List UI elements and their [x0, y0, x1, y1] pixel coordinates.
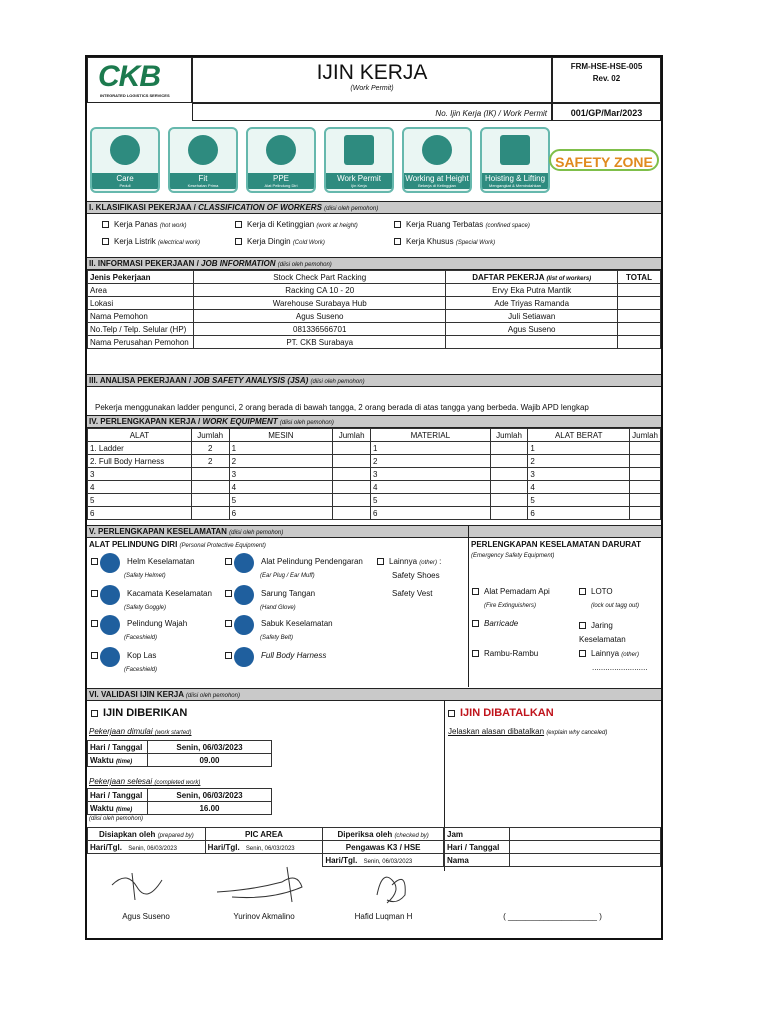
- signer-1: Agus Suseno: [122, 912, 170, 921]
- belt-icon: [234, 615, 254, 635]
- equipment-cell[interactable]: 3: [229, 468, 333, 481]
- start-time[interactable]: 09.00: [148, 754, 272, 767]
- value-job-type[interactable]: Stock Check Part Racking: [193, 271, 445, 284]
- filled-note: (diisi oleh pemohon): [89, 816, 144, 822]
- ear-en: (Ear Plug / Ear Muff): [260, 573, 315, 579]
- sig-date-label-3: Hari/Tgl.: [325, 855, 358, 865]
- helmet-icon: [100, 553, 120, 573]
- nama-label: Nama: [445, 854, 510, 867]
- check-other-ppe[interactable]: Lainnya (other) :: [377, 557, 441, 566]
- signature-header: Disiapkan oleh (prepared by) PIC AREA Diperiksa oleh (checked by) Hari/Tgl. Senin, 06/03/2023 Hari/Tgl. Senin, 06/03/2023 Pengawas K3 / HSE Hari/Tgl. Senin, 06/03/2023: [87, 827, 444, 867]
- equipment-row: [88, 494, 661, 507]
- check-barricade[interactable]: Barricade: [472, 619, 518, 628]
- col-jumlah-1: Jumlah: [191, 429, 229, 442]
- col-jumlah-2: Jumlah: [333, 429, 371, 442]
- check-confined-space[interactable]: Kerja Ruang Terbatas (confined space): [394, 220, 530, 229]
- signature-2: [212, 862, 312, 907]
- start-day-label: Hari / Tanggal: [88, 741, 148, 754]
- check-safety-net[interactable]: Jaring Keselamatan: [579, 621, 626, 644]
- work-permit-form: [85, 55, 663, 940]
- cancel-signature-table: [444, 827, 661, 867]
- check-ear-protection[interactable]: Alat Pelindung Pendengaran: [225, 557, 363, 566]
- hari-tanggal-label: Hari / Tanggal: [445, 841, 510, 854]
- permit-cancelled[interactable]: IJIN DIBATALKAN: [448, 707, 554, 719]
- cancel-signer-blank: ( ____________________ ): [503, 912, 602, 921]
- check-gloves[interactable]: Sarung Tangan: [225, 589, 315, 598]
- equipment-cell[interactable]: 4: [229, 481, 333, 494]
- equipment-row: [88, 455, 661, 468]
- equipment-cell[interactable]: [630, 481, 661, 494]
- permit-number: 001/GP/Mar/2023: [570, 108, 643, 118]
- hoisting-lifting-icon: Hoisting & Lifting Mengangkat & Memindahkan: [480, 127, 550, 193]
- equipment-cell[interactable]: 2: [229, 455, 333, 468]
- faceshield-en: (Faceshield): [124, 635, 158, 641]
- belt-en: (Safety Belt): [260, 635, 294, 641]
- equipment-cell[interactable]: 2: [191, 442, 229, 455]
- label-company: Nama Perusahan Pemohon: [88, 336, 194, 349]
- goggle-en: (Safety Goggle): [124, 605, 167, 611]
- sig-date-label-1: Hari/Tgl.: [90, 842, 123, 852]
- value-company[interactable]: PT. CKB Surabaya: [193, 336, 445, 349]
- section-4-header: IV. PERLENGKAPAN KERJA / WORK EQUIPMENT (diisi oleh pemohon): [87, 415, 661, 428]
- fit-icon: Fit Kesehatan Prima: [168, 127, 238, 193]
- end-date[interactable]: Senin, 06/03/2023: [148, 789, 272, 802]
- fire-en: (Fire Extinguishers): [484, 603, 537, 609]
- equipment-cell[interactable]: [191, 468, 229, 481]
- checked-by: Diperiksa oleh: [337, 829, 393, 839]
- signer-3: Hafid Luqman H: [354, 912, 413, 921]
- k3-supervisor: Pengawas K3 / HSE: [323, 841, 444, 854]
- equipment-cell[interactable]: [333, 468, 371, 481]
- equipment-cell[interactable]: [490, 442, 528, 455]
- col-jumlah-3: Jumlah: [490, 429, 528, 442]
- cancel-reason-label: Jelaskan alasan dibatalkan (explain why canceled): [448, 727, 608, 736]
- sig-date-1: Senin, 06/03/2023: [128, 845, 177, 852]
- equipment-row: [88, 442, 661, 455]
- check-fire-extinguisher[interactable]: Alat Pemadam Api: [472, 587, 550, 596]
- col-alat-berat: ALAT BERAT: [528, 429, 630, 442]
- workers-header: DAFTAR PEKERJA: [472, 272, 545, 282]
- section-5-header: V. PERLENGKAPAN KESELAMATAN (diisi oleh pemohon): [87, 525, 661, 538]
- equipment-cell[interactable]: 2: [191, 455, 229, 468]
- doc-code: FRM-HSE-HSE-005: [570, 62, 643, 71]
- equipment-cell[interactable]: 6: [528, 507, 630, 520]
- equipment-cell[interactable]: 1: [371, 442, 491, 455]
- equipment-cell[interactable]: 6: [88, 507, 192, 520]
- equipment-cell[interactable]: 4: [528, 481, 630, 494]
- equipment-cell[interactable]: 2. Full Body Harness: [88, 455, 192, 468]
- other-ppe-1[interactable]: Safety Shoes: [392, 571, 440, 580]
- harness-icon: [234, 647, 254, 667]
- jsa-text[interactable]: Pekerja menggunakan ladder pengunci, 2 orang berada di bawah tangga, 2 orang berada di atas tangga yang berbeda. Wajib APD lengkap: [95, 403, 589, 412]
- other-ppe-2[interactable]: Safety Vest: [392, 589, 433, 598]
- worker-5[interactable]: [446, 336, 618, 349]
- check-helmet[interactable]: Helm Keselamatan: [91, 557, 195, 566]
- equipment-cell[interactable]: [490, 468, 528, 481]
- label-area: Area: [88, 284, 194, 297]
- signer-2: Yurinov Akmalino: [233, 912, 295, 921]
- equipment-cell[interactable]: 4: [88, 481, 192, 494]
- value-area[interactable]: Racking CA 10 - 20: [193, 284, 445, 297]
- faceshield-icon: [100, 615, 120, 635]
- jam-label: Jam: [445, 828, 510, 841]
- section-1-header: I. KLASIFIKASI PEKERJAA / CLASSIFICATION OF WORKERS (diisi oleh pemohon): [87, 201, 661, 214]
- equipment-cell[interactable]: 5: [371, 494, 491, 507]
- job-info-table: Jenis Pekerjaan Stock Check Part Racking DAFTAR PEKERJA (list of workers) TOTAL Area Racking CA 10 - 20 Ervy Eka Putra Mantik Lokasi Warehouse Surabaya Hub Ade Triyas Ramanda Nama Pemohon Agus Suseno Juli Setiawan No.Telp / Telp. Selular (HP) 081336566701 Agus Suseno Nama Perusahan Pemohon PT. CKB Surabaya: [87, 270, 661, 349]
- end-table: Hari / Tanggal Senin, 06/03/2023 Waktu (time) 16.00: [87, 788, 272, 815]
- equipment-cell[interactable]: 1: [229, 442, 333, 455]
- equipment-table: [87, 428, 661, 520]
- check-other-emergency[interactable]: Lainnya (other): [579, 649, 639, 658]
- working-at-height-icon: Working at Height Bekerja di Ketinggian: [402, 127, 472, 193]
- start-label: Pekerjaan dimulai (work started): [89, 727, 192, 736]
- section-3-header: III. ANALISA PEKERJAAN / JOB SAFETY ANALYSIS (JSA) (diisi oleh pemohon): [87, 374, 661, 387]
- equipment-cell[interactable]: 4: [371, 481, 491, 494]
- check-faceshield[interactable]: Pelindung Wajah: [91, 619, 187, 628]
- divider: [468, 525, 469, 687]
- check-cold-work[interactable]: Kerja Dingin (Cold Work): [235, 237, 325, 246]
- glove-icon: [234, 585, 254, 605]
- equipment-cell[interactable]: [490, 494, 528, 507]
- label-job-type: Jenis Pekerjaan: [88, 271, 194, 284]
- logo-tagline: INTEGRATED LOGISTICS SERVICES: [100, 93, 170, 98]
- check-loto[interactable]: LOTO: [579, 587, 613, 596]
- safety-zone-badge: SAFETY ZONE: [549, 149, 659, 171]
- other-emergency-line: .........................: [592, 663, 648, 672]
- equipment-cell[interactable]: [490, 507, 528, 520]
- section-2-header: II. INFORMASI PEKERJAAN / JOB INFORMATION (diisi oleh pemohon): [87, 257, 661, 270]
- equipment-cell[interactable]: [630, 494, 661, 507]
- worker-2[interactable]: Ade Triyas Ramanda: [446, 297, 618, 310]
- value-applicant[interactable]: Agus Suseno: [193, 310, 445, 323]
- equipment-cell[interactable]: [333, 481, 371, 494]
- check-welding-mask[interactable]: Kop Las: [91, 651, 156, 660]
- col-material: MATERIAL: [371, 429, 491, 442]
- equipment-cell[interactable]: 3: [528, 468, 630, 481]
- signature-1: [107, 865, 177, 905]
- company-logo: CKB: [98, 60, 160, 93]
- start-time-label: Waktu: [90, 755, 114, 765]
- check-work-at-height[interactable]: Kerja di Ketinggian (work at height): [235, 220, 358, 229]
- equipment-cell[interactable]: 2: [371, 455, 491, 468]
- equipment-cell[interactable]: 5: [229, 494, 333, 507]
- col-alat: ALAT: [88, 429, 192, 442]
- form-title: IJIN KERJA: [316, 61, 428, 84]
- equipment-cell[interactable]: [630, 455, 661, 468]
- signature-3: [367, 865, 417, 910]
- check-electrical-work[interactable]: Kerja Listrik (electrical work): [102, 237, 200, 246]
- value-location[interactable]: Warehouse Surabaya Hub: [193, 297, 445, 310]
- helmet-en: (Safety Helmet): [124, 573, 166, 579]
- equipment-cell[interactable]: 1. Ladder: [88, 442, 192, 455]
- check-signage[interactable]: Rambu-Rambu: [472, 649, 538, 658]
- equipment-cell[interactable]: [333, 507, 371, 520]
- goggle-icon: [100, 585, 120, 605]
- equipment-cell[interactable]: 5: [88, 494, 192, 507]
- equipment-cell[interactable]: [630, 468, 661, 481]
- emergency-heading: PERLENGKAPAN KESELAMATAN DARURAT: [471, 540, 642, 549]
- title-cell: [192, 57, 552, 103]
- equipment-cell[interactable]: [630, 442, 661, 455]
- welding-en: (Faceshield): [124, 667, 158, 673]
- equipment-cell[interactable]: [333, 494, 371, 507]
- worker-3[interactable]: Juli Setiawan: [446, 310, 618, 323]
- permit-number-cell: [552, 103, 661, 121]
- end-day-label: Hari / Tanggal: [88, 789, 148, 802]
- end-label: Pekerjaan selesai (completed work): [89, 777, 201, 786]
- emergency-note: (Emergency Safety Equipment): [471, 553, 555, 559]
- equipment-cell[interactable]: 6: [371, 507, 491, 520]
- loto-en: (lock out tagg out): [591, 603, 640, 609]
- check-hot-work[interactable]: Kerja Panas (hot work): [102, 220, 187, 229]
- label-applicant: Nama Pemohon: [88, 310, 194, 323]
- equipment-cell[interactable]: 6: [229, 507, 333, 520]
- end-time-label: Waktu: [90, 803, 114, 813]
- prepared-by: Disiapkan oleh: [98, 829, 156, 839]
- form-subtitle: (Work Permit): [350, 85, 394, 92]
- check-full-body-harness[interactable]: Full Body Harness: [225, 651, 326, 660]
- worker-4[interactable]: Agus Suseno: [446, 323, 618, 336]
- sig-date-label-2: Hari/Tgl.: [207, 842, 240, 852]
- equipment-row: [88, 468, 661, 481]
- equipment-cell[interactable]: [191, 494, 229, 507]
- ear-muff-icon: [234, 553, 254, 573]
- permit-label-cell: [192, 103, 552, 121]
- start-date[interactable]: Senin, 06/03/2023: [148, 741, 272, 754]
- pic-area: PIC AREA: [205, 828, 323, 841]
- section-6-header: VI. VALIDASI IJIN KERJA (diisi oleh pemohon): [87, 688, 661, 701]
- equipment-cell[interactable]: 1: [528, 442, 630, 455]
- welding-mask-icon: [100, 647, 120, 667]
- total-header: TOTAL: [618, 271, 661, 284]
- label-location: Lokasi: [88, 297, 194, 310]
- label-phone: No.Telp / Telp. Selular (HP): [88, 323, 194, 336]
- check-goggles[interactable]: Kacamata Keselamatan: [91, 589, 212, 598]
- work-permit-icon: Work Permit Ijin Kerja: [324, 127, 394, 193]
- equipment-cell[interactable]: [191, 481, 229, 494]
- equipment-cell[interactable]: 3: [88, 468, 192, 481]
- equipment-cell[interactable]: [630, 507, 661, 520]
- col-jumlah-4: Jumlah: [630, 429, 661, 442]
- care-icon: Care Peduli: [90, 127, 160, 193]
- equipment-row: [88, 481, 661, 494]
- permit-granted[interactable]: IJIN DIBERIKAN: [91, 707, 187, 719]
- check-special-work[interactable]: Kerja Khusus (Special Work): [394, 237, 495, 246]
- worker-1[interactable]: Ervy Eka Putra Mantik: [446, 284, 618, 297]
- equipment-row: [88, 507, 661, 520]
- start-table: Hari / Tanggal Senin, 06/03/2023 Waktu (time) 09.00: [87, 740, 272, 767]
- col-mesin: MESIN: [229, 429, 333, 442]
- equipment-cell[interactable]: [333, 442, 371, 455]
- ppe-heading: ALAT PELINDUNG DIRI (Personal Protective Equipment): [89, 540, 266, 549]
- sig-date-2: Senin, 06/03/2023: [245, 845, 295, 852]
- equipment-cell[interactable]: 2: [528, 455, 630, 468]
- equipment-cell[interactable]: [191, 507, 229, 520]
- logo-cell: [87, 57, 192, 103]
- check-safety-belt[interactable]: Sabuk Keselamatan: [225, 619, 333, 628]
- equipment-header-row: [88, 429, 661, 442]
- equipment-cell[interactable]: [490, 455, 528, 468]
- revision: Rev. 02: [592, 74, 621, 83]
- equipment-cell[interactable]: 3: [371, 468, 491, 481]
- doc-code-cell: [552, 57, 661, 103]
- glove-en: (Hand Glove): [260, 605, 296, 611]
- equipment-cell[interactable]: [490, 481, 528, 494]
- equipment-cell[interactable]: [333, 455, 371, 468]
- permit-number-label: No. Ijin Kerja (IK) / Work Permit: [435, 109, 547, 118]
- value-phone[interactable]: 081336566701: [193, 323, 445, 336]
- ppe-icon: PPE Alat Pelindung Diri: [246, 127, 316, 193]
- sig-date-3: Senin, 06/03/2023: [363, 858, 413, 865]
- equipment-cell[interactable]: 5: [528, 494, 630, 507]
- end-time[interactable]: 16.00: [148, 802, 272, 815]
